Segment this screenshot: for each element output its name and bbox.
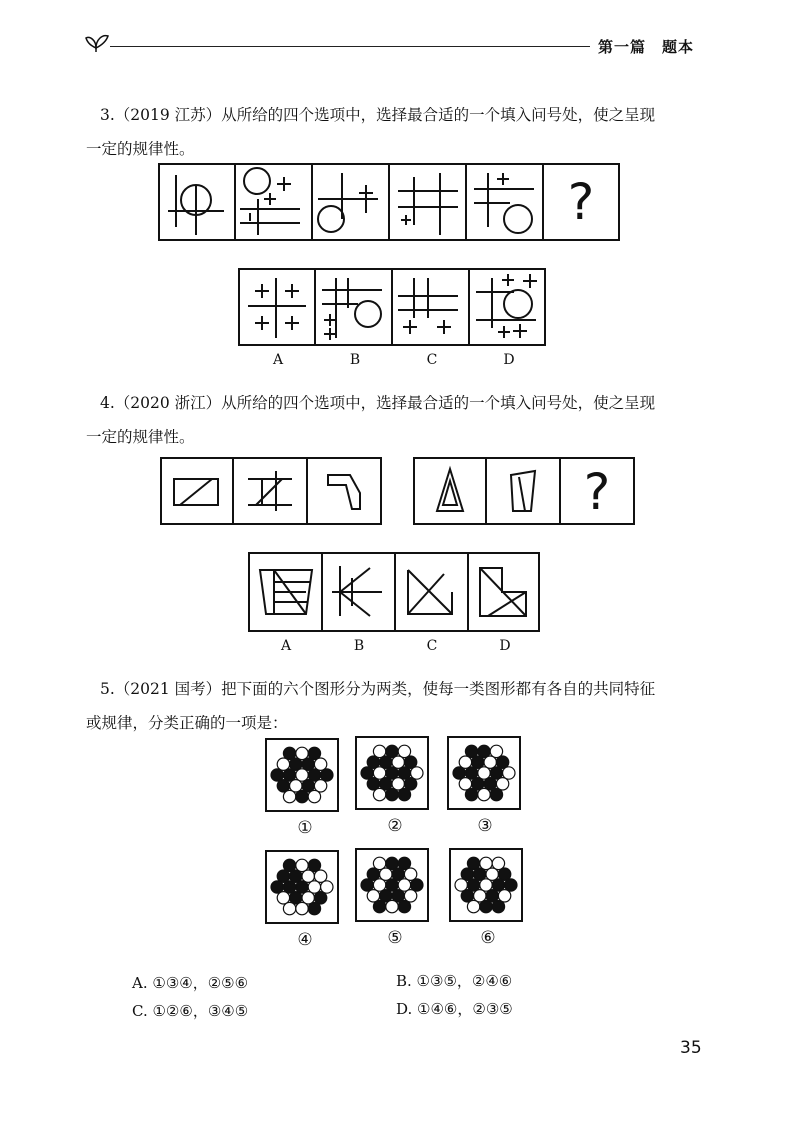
q5-cluster-dot (398, 900, 410, 912)
q5-text (86, 672, 720, 740)
q5-figure-3 (448, 737, 520, 809)
q5-line2: 或规律，分类正确的一项是： (86, 714, 288, 732)
q5-cluster-dot (296, 790, 308, 802)
header-title: 第一篇 题本 (598, 38, 695, 56)
q5-cluster-dot (465, 788, 477, 800)
q3-line2: 一定的规律性。 (86, 140, 195, 158)
q5-cluster-dot (308, 902, 320, 914)
q4-question-mark: ? (583, 463, 611, 521)
q5-figure-label-5: ⑤ (387, 928, 403, 948)
q5-figure-1 (266, 739, 338, 811)
q4-option-c-figure (408, 570, 452, 614)
q3-seq-cell-4 (398, 173, 458, 235)
q5-cluster-dot (308, 790, 320, 802)
q3-seq-cell-3 (318, 173, 378, 232)
q5-line1: 5.（2021 国考）把下面的六个图形分为两类，使每一类图形都有各自的共同特征 (100, 680, 656, 698)
q5-cluster-dot (373, 900, 385, 912)
q5-answer-b[interactable]: B. ①③⑤，②④⑥ (396, 972, 513, 990)
q5-figure-label-2: ② (387, 816, 403, 836)
q4-option-d-figure (480, 568, 526, 616)
q5-figure-4 (266, 851, 338, 923)
q3-sequence-figure (158, 163, 638, 243)
q5-cluster-dot (283, 790, 295, 802)
q5-cluster-dot (490, 788, 502, 800)
q4-line1: 4.（2020 浙江）从所给的四个选项中，选择最合适的一个填入问号处，使之呈现 (100, 394, 656, 412)
q5-cluster-dot (492, 900, 504, 912)
q3-option-d-figure (476, 274, 537, 338)
q3-line1: 3.（2019 江苏）从所给的四个选项中，选择最合适的一个填入问号处，使之呈现 (100, 106, 656, 124)
q4-line2: 一定的规律性。 (86, 428, 195, 446)
q5-figure-5 (356, 849, 428, 921)
q3-options-figure (238, 268, 558, 348)
q3-seq-cell-2 (240, 168, 300, 235)
q4-options-figure (248, 552, 548, 634)
q5-cluster-dot (296, 902, 308, 914)
q3-text (86, 98, 720, 166)
q4-option-d-label[interactable]: D (499, 638, 511, 654)
q4-sequence-group-2 (413, 457, 637, 527)
q5-cluster-dot (398, 788, 410, 800)
leaf-icon (84, 32, 114, 52)
q3-option-b-label[interactable]: B (349, 352, 361, 368)
q5-cluster-dot (386, 788, 398, 800)
q3-option-b-figure (322, 278, 382, 340)
q4-option-a-figure (260, 570, 312, 614)
q5-cluster-dot (283, 902, 295, 914)
q3-option-a-label[interactable]: A (272, 352, 284, 368)
q3-seq-cell-1 (168, 175, 224, 235)
q4-option-c-label[interactable]: C (426, 638, 438, 654)
q3-option-a-figure (248, 278, 306, 338)
q5-figure-label-3: ③ (477, 816, 493, 836)
q3-question-mark: ? (567, 173, 595, 231)
q5-cluster-dot (478, 788, 490, 800)
q3-option-c-label[interactable]: C (426, 352, 438, 368)
q5-cluster-dot (386, 900, 398, 912)
q5-cluster-dot (467, 900, 479, 912)
q5-figure-2 (356, 737, 428, 809)
q4-option-b-label[interactable]: B (353, 638, 365, 654)
q5-figure-label-4: ④ (297, 930, 313, 950)
q5-figure-label-1: ① (297, 818, 313, 838)
q5-answer-a[interactable]: A. ①③④，②⑤⑥ (132, 974, 249, 992)
q5-cluster-dot (373, 788, 385, 800)
q4-sequence-group-1 (160, 457, 384, 527)
q3-seq-cell-5 (474, 173, 534, 233)
header-rule (110, 46, 590, 47)
q5-answer-c[interactable]: C. ①②⑥，③④⑤ (132, 1002, 249, 1020)
q5-answer-d[interactable]: D. ①④⑥，②③⑤ (396, 1000, 513, 1018)
q5-figure-label-6: ⑥ (480, 928, 496, 948)
q4-option-b-figure (332, 566, 382, 616)
q5-figure-6 (450, 849, 522, 921)
page-number: 35 (680, 1038, 702, 1058)
q3-option-c-figure (398, 278, 458, 334)
q4-option-a-label[interactable]: A (280, 638, 292, 654)
q5-cluster-dot (480, 900, 492, 912)
q3-option-d-label[interactable]: D (503, 352, 515, 368)
q4-text (86, 386, 720, 454)
